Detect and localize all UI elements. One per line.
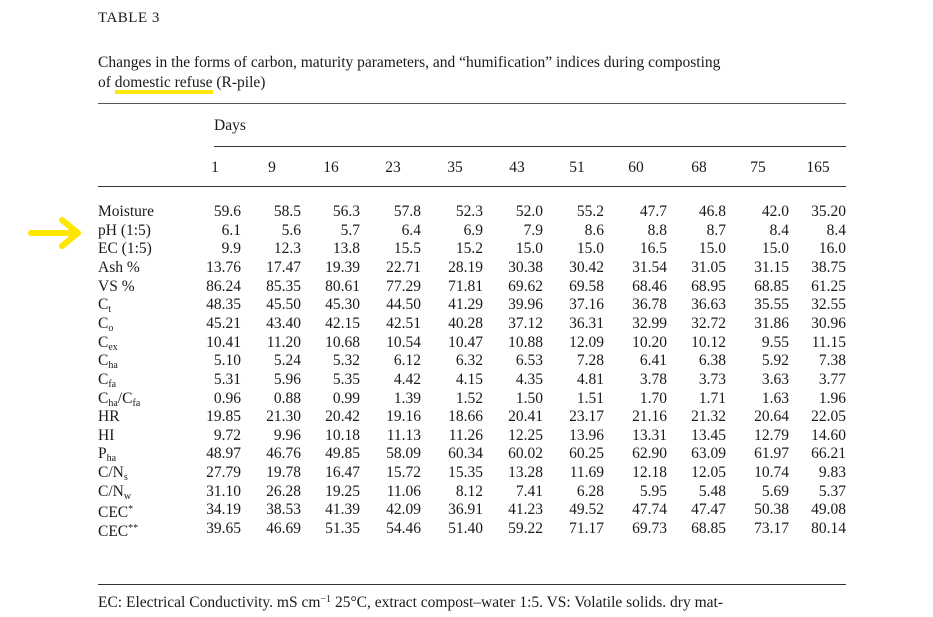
table-cell: 5.96 [273,370,301,388]
footnote-post: 25°C, extract compost–water 1:5. VS: Volatile solids. dry mat- [331,594,723,611]
table-cell: 30.42 [569,258,604,276]
table-cell: 9.83 [818,464,846,482]
table-cell: 31.54 [632,258,667,276]
table-cell: 19.78 [266,464,301,482]
table-cell: 4.42 [393,370,421,388]
table-cell: 46.76 [266,445,301,463]
table-cell: 12.79 [754,426,789,444]
column-header-day-9: 9 [268,159,276,176]
table-cell: 41.29 [448,296,483,314]
table-cell: 6.4 [401,221,421,239]
table-cell: 50.38 [754,501,789,519]
table-cell: 0.99 [332,389,360,407]
table-cell: 8.6 [584,221,604,239]
table-cell: 80.14 [811,520,846,538]
table-cell: 66.21 [811,445,846,463]
row-label: Moisture [98,203,154,220]
column-header-day-35: 35 [447,159,463,176]
table-cell: 36.63 [691,296,726,314]
table-cell: 3.63 [761,370,789,388]
days-header: Days [214,117,246,134]
table-cell: 5.7 [340,221,360,239]
table-cell: 49.08 [811,501,846,519]
table-cell: 31.15 [754,258,789,276]
table-cell: 69.73 [632,520,667,538]
table-cell: 8.4 [826,221,846,239]
table-cell: 10.20 [632,333,667,351]
row-label: $C_{fa}$ [98,370,117,390]
table-cell: 39.65 [206,520,241,538]
table-cell: 14.60 [811,426,846,444]
table-cell: 49.85 [325,445,360,463]
table-cell: 42.09 [386,501,421,519]
table-cell: 47.47 [691,501,726,519]
table-cell: 9.96 [273,426,301,444]
table-cell: 30.38 [508,258,543,276]
table-cell: 5.95 [639,482,667,500]
table-cell: 42.0 [761,203,789,220]
table-cell: 1.39 [393,389,421,407]
table-cell: 37.12 [508,314,543,332]
table-cell: 40.28 [448,314,483,332]
table-cell: 48.97 [206,445,241,463]
table-cell: 43.40 [266,314,301,332]
table-cell: 7.9 [523,221,543,239]
table-cell: 60.02 [508,445,543,463]
table-cell: 6.32 [455,352,483,370]
table-cell: 26.28 [266,482,301,500]
table-cell: 28.19 [448,258,483,276]
table-cell: 86.24 [206,277,241,295]
caption-line-2-pre: of [98,74,115,91]
table-cell: 21.32 [691,408,726,426]
table-cell: 55.2 [576,203,604,220]
row-label: $C_t$ [98,296,112,316]
table-cell: 3.78 [639,370,667,388]
table-cell: 12.3 [273,240,301,258]
table-cell: 19.39 [325,258,360,276]
table-cell: 62.90 [632,445,667,463]
top-rule [98,103,846,104]
row-label: $P_{ha}$ [98,445,117,465]
column-header-day-16: 16 [323,159,339,176]
table-cell: 10.88 [508,333,543,351]
header-rule [98,186,846,187]
table-cell: 18.66 [448,408,483,426]
table-cell: 7.38 [818,352,846,370]
table-cell: 36.78 [632,296,667,314]
table-cell: 27.79 [206,464,241,482]
table-cell: 61.97 [754,445,789,463]
row-label: VS % [98,277,135,295]
table-cell: 13.8 [332,240,360,258]
table-cell: 5.24 [273,352,301,370]
table-cell: 15.35 [448,464,483,482]
table-cell: 5.32 [332,352,360,370]
table-cell: 51.40 [448,520,483,538]
table-cell: 6.12 [393,352,421,370]
table-cell: 63.09 [691,445,726,463]
table-cell: 35.20 [811,203,846,220]
table-cell: 15.0 [761,240,789,258]
table-cell: 0.88 [273,389,301,407]
table-cell: 44.50 [386,296,421,314]
table-cell: 38.53 [266,501,301,519]
table-cell: 77.29 [386,277,421,295]
table-cell: 38.75 [811,258,846,276]
table-cell: 39.96 [508,296,543,314]
table-cell: 60.34 [448,445,483,463]
table-cell: 5.37 [818,482,846,500]
table-cell: 80.61 [325,277,360,295]
table-cell: 11.26 [448,426,483,444]
table-cell: 36.91 [448,501,483,519]
table-cell: 32.72 [691,314,726,332]
table-cell: 5.10 [213,352,241,370]
table-cell: 17.47 [266,258,301,276]
row-label: $C/N_s$ [98,464,128,484]
column-header-day-43: 43 [509,159,525,176]
table-cell: 69.58 [569,277,604,295]
table-cell: 13.45 [691,426,726,444]
table-cell: 9.72 [213,426,241,444]
table-cell: 36.31 [569,314,604,332]
table-cell: 15.0 [576,240,604,258]
table-cell: 11.06 [386,482,421,500]
table-cell: 45.21 [206,314,241,332]
table-cell: 8.12 [455,482,483,500]
table-cell: 3.73 [698,370,726,388]
table-cell: 16.0 [818,240,846,258]
table-cell: 15.2 [455,240,483,258]
table-cell: 1.96 [818,389,846,407]
table-cell: 15.72 [386,464,421,482]
table-cell: 68.85 [754,277,789,295]
table-cell: 11.69 [569,464,604,482]
table-cell: 7.28 [576,352,604,370]
table-cell: 58.09 [386,445,421,463]
table-cell: 11.13 [386,426,421,444]
row-label: $C_o$ [98,314,114,334]
row-label: Ash % [98,258,140,276]
table-label: TABLE 3 [98,10,160,26]
table-cell: 6.1 [221,221,241,239]
table-cell: 68.95 [691,277,726,295]
table-cell: 58.5 [273,203,301,220]
table-cell: 73.17 [754,520,789,538]
table-cell: 35.55 [754,296,789,314]
table-cell: 8.4 [769,221,789,239]
table-cell: 69.62 [508,277,543,295]
table-cell: 6.53 [515,352,543,370]
table-cell: 5.35 [332,370,360,388]
row-label: CEC* [98,504,134,522]
table-cell: 57.8 [393,203,421,220]
table-cell: 45.50 [266,296,301,314]
table-cell: 12.09 [569,333,604,351]
table-cell: 32.99 [632,314,667,332]
table-cell: 51.35 [325,520,360,538]
table-cell: 22.05 [811,408,846,426]
row-label: $C_{ha}/C_{fa}$ [98,389,141,409]
table-cell: 3.77 [818,370,846,388]
column-header-day-23: 23 [385,159,401,176]
table-cell: 1.71 [698,389,726,407]
caption-highlight: domestic refuse [115,74,213,95]
row-label: $C_{ex}$ [98,333,118,353]
table-cell: 31.05 [691,258,726,276]
table-cell: 16.5 [639,240,667,258]
table-cell: 48.35 [206,296,241,314]
table-cell: 10.41 [206,333,241,351]
caption-line-1: Changes in the forms of carbon, maturity parameters, and “humification” indices during composting [98,54,721,71]
table-cell: 12.05 [691,464,726,482]
table-cell: 15.0 [698,240,726,258]
table-cell: 85.35 [266,277,301,295]
table-cell: 6.41 [639,352,667,370]
table-cell: 11.20 [266,333,301,351]
table-cell: 32.55 [811,296,846,314]
table-cell: 1.52 [455,389,483,407]
footnote-sup: −1 [320,594,332,605]
table-cell: 42.51 [386,314,421,332]
row-label: EC (1:5) [98,240,152,258]
table-cell: 31.86 [754,314,789,332]
bottom-rule [98,584,846,585]
table-cell: 5.6 [281,221,301,239]
arrow-right-icon [28,215,86,251]
table-cell: 13.31 [632,426,667,444]
table-cell: 11.15 [811,333,846,351]
table-cell: 68.85 [691,520,726,538]
table-cell: 22.71 [386,258,421,276]
row-label: CEC** [98,523,139,541]
table-cell: 13.28 [508,464,543,482]
table-cell: 54.46 [386,520,421,538]
table-cell: 13.76 [206,258,241,276]
table-cell: 1.63 [761,389,789,407]
table-cell: 5.69 [761,482,789,500]
table-cell: 9.55 [761,333,789,351]
table-cell: 45.30 [325,296,360,314]
table-cell: 37.16 [569,296,604,314]
column-header-day-165: 165 [806,159,830,176]
footnote-pre: EC: Electrical Conductivity. mS cm [98,594,321,611]
footnote [98,594,723,612]
table-cell: 20.64 [754,408,789,426]
table-cell: 23.17 [569,408,604,426]
table-cell: 6.9 [463,221,483,239]
table-cell: 10.74 [754,464,789,482]
table-cell: 59.22 [508,520,543,538]
table-cell: 16.47 [325,464,360,482]
table-cell: 12.18 [632,464,667,482]
row-label: $C_{ha}$ [98,352,118,372]
table-cell: 9.9 [221,240,241,258]
table-cell: 42.15 [325,314,360,332]
row-label: HI [98,426,115,444]
table-cell: 52.0 [515,203,543,220]
table-cell: 7.41 [515,482,543,500]
table-cell: 71.81 [448,277,483,295]
column-header-day-75: 75 [750,159,766,176]
table-cell: 49.52 [569,501,604,519]
table-cell: 5.31 [213,370,241,388]
table-cell: 1.70 [639,389,667,407]
table-cell: 68.46 [632,277,667,295]
table-cell: 0.96 [213,389,241,407]
row-label: $C/N_w$ [98,482,132,502]
column-header-day-60: 60 [628,159,644,176]
table-cell: 5.92 [761,352,789,370]
table-cell: 15.0 [515,240,543,258]
table-cell: 31.10 [206,482,241,500]
table-cell: 19.16 [386,408,421,426]
table-caption [98,53,858,93]
table-cell: 52.3 [455,203,483,220]
table-cell: 19.25 [325,482,360,500]
table-cell: 71.17 [569,520,604,538]
table-cell: 47.74 [632,501,667,519]
days-rule [214,146,846,147]
table-cell: 8.8 [647,221,667,239]
table-cell: 4.35 [515,370,543,388]
table-cell: 8.7 [706,221,726,239]
table-cell: 5.48 [698,482,726,500]
table-cell: 13.96 [569,426,604,444]
table-cell: 21.30 [266,408,301,426]
table-cell: 61.25 [811,277,846,295]
table-cell: 4.81 [576,370,604,388]
table-cell: 46.69 [266,520,301,538]
table-cell: 20.42 [325,408,360,426]
table-cell: 6.38 [698,352,726,370]
table-cell: 10.12 [691,333,726,351]
table-cell: 19.85 [206,408,241,426]
table-cell: 20.41 [508,408,543,426]
table-cell: 6.28 [576,482,604,500]
table-cell: 34.19 [206,501,241,519]
column-header-day-1: 1 [211,159,219,176]
table-cell: 21.16 [632,408,667,426]
table-cell: 10.68 [325,333,360,351]
caption-line-2-post: (R-pile) [212,74,266,91]
table-cell: 41.39 [325,501,360,519]
table-cell: 10.54 [386,333,421,351]
column-header-day-51: 51 [569,159,585,176]
table-cell: 41.23 [508,501,543,519]
table-cell: 4.15 [455,370,483,388]
table-cell: 1.51 [576,389,604,407]
row-label: HR [98,408,120,426]
table-cell: 59.6 [213,203,241,220]
row-label: pH (1:5) [98,221,151,239]
column-header-day-68: 68 [691,159,707,176]
table-cell: 46.8 [698,203,726,220]
table-cell: 56.3 [332,203,360,220]
table-cell: 47.7 [639,203,667,220]
table-cell: 10.47 [448,333,483,351]
table-cell: 60.25 [569,445,604,463]
table-cell: 12.25 [508,426,543,444]
table-cell: 10.18 [325,426,360,444]
table-cell: 30.96 [811,314,846,332]
table-cell: 1.50 [515,389,543,407]
table-cell: 15.5 [393,240,421,258]
